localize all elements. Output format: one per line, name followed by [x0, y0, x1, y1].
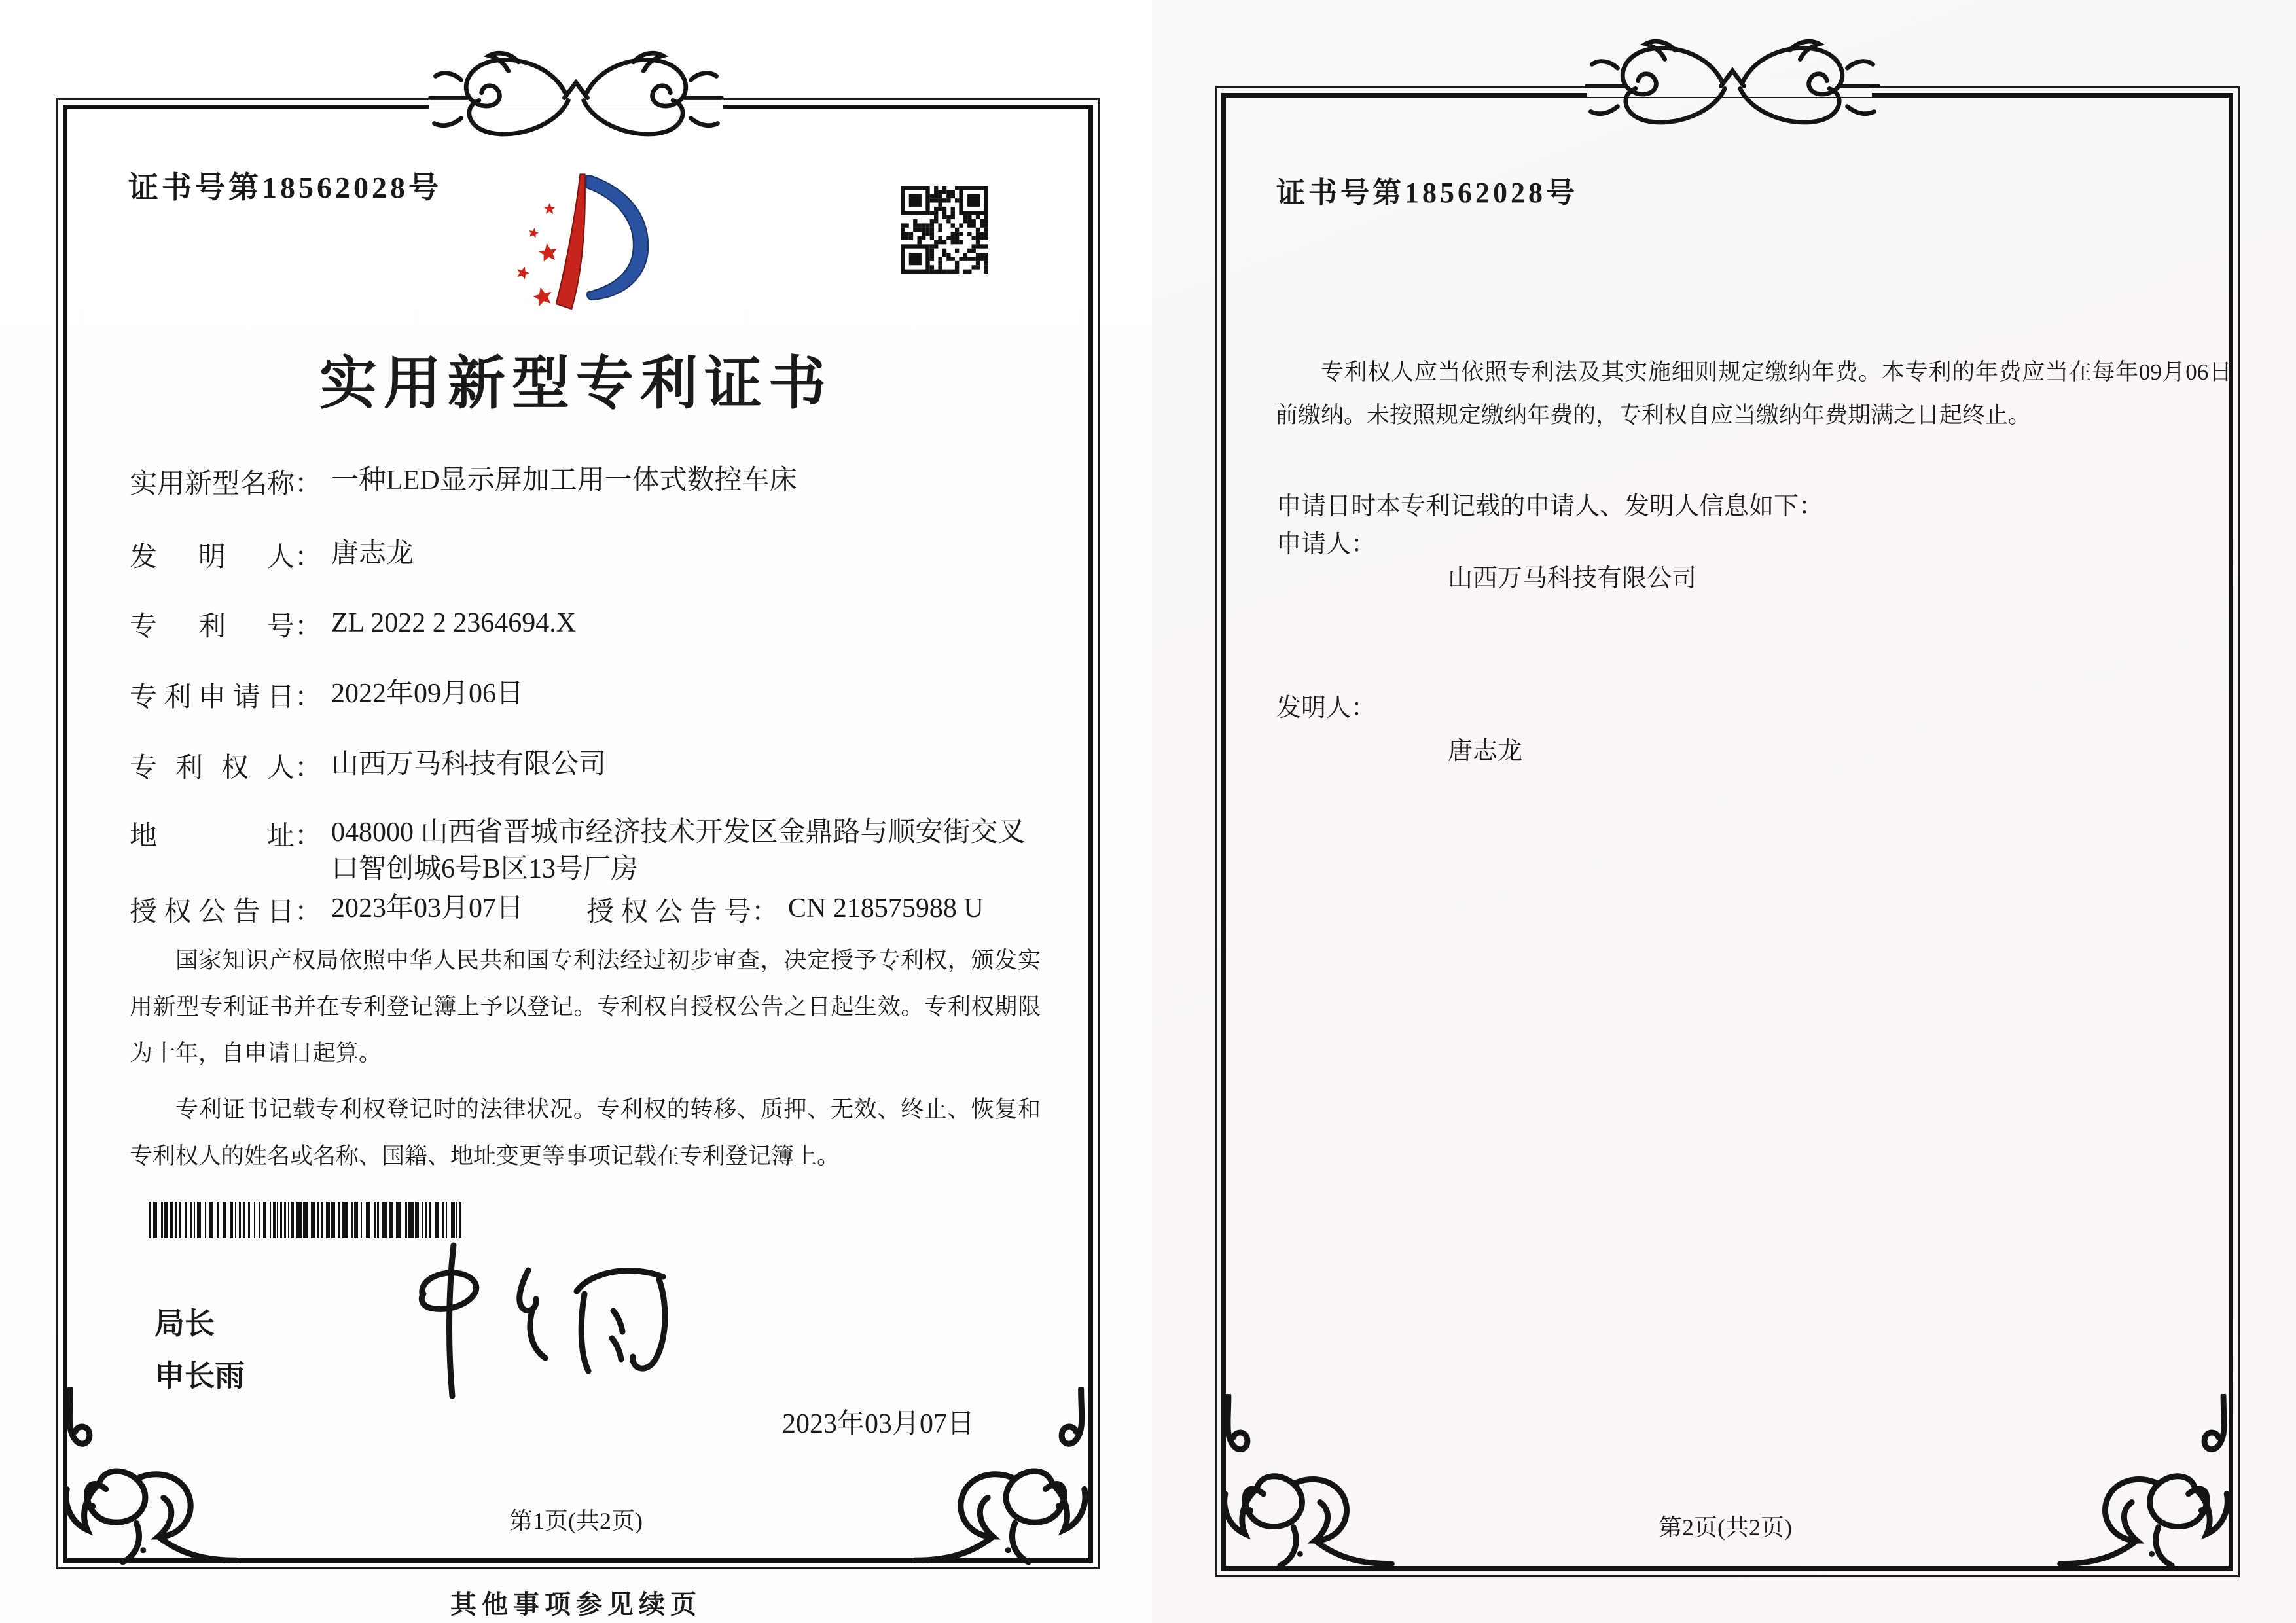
field-value: ZL 2022 2 2364694.X — [331, 608, 577, 638]
field-label: 专利申请日 — [130, 683, 295, 713]
field-colon: ： — [295, 683, 323, 713]
page1-top-flourish-ornament — [422, 34, 730, 162]
field-colon: ： — [295, 897, 323, 927]
page2-page-number: 第2页(共2页) — [1659, 1514, 1792, 1541]
field-row-patent-no — [130, 605, 576, 644]
field-row-name — [130, 462, 797, 501]
cnipa-logo-icon — [492, 171, 672, 325]
field-row-patentee — [130, 746, 606, 785]
legal-status-paragraph: 专利证书记载专利权登记时的法律状况。专利权的转移、质押、无效、终止、恢复和专利权人的姓名或名称、国籍、地址变更等事项记载在专利登记簿上。 — [130, 1097, 1041, 1169]
qr-code — [901, 186, 988, 274]
certificate-number: 证书号第18562028号 — [1276, 177, 1578, 209]
field-colon: ： — [751, 897, 780, 927]
field-label: 授权公告日 — [130, 897, 295, 927]
inventor-value: 唐志龙 — [1448, 738, 1523, 765]
applicant-value: 山西万马科技有限公司 — [1448, 565, 1697, 592]
applicant-info-intro: 申请日时本专利记载的申请人、发明人信息如下： — [1276, 493, 1824, 520]
field-colon: ： — [295, 469, 323, 499]
grant-statement-paragraph: 国家知识产权局依照中华人民共和国专利法经过初步审查，决定授予专利权，颁发实用新型专利证书并在专利登记簿上予以登记。专利权自授权公告之日起生效。专利权期限为十年，自申请日起算。 — [130, 948, 1041, 1066]
field-label: 专利号 — [130, 612, 295, 642]
field-value: 山西万马科技有限公司 — [331, 749, 607, 779]
director-label: 局长 — [154, 1306, 215, 1340]
field-label: 实用新型名称 — [130, 469, 295, 499]
field-row-address — [130, 814, 1041, 887]
page1-page-number: 第1页(共2页) — [509, 1508, 643, 1534]
page2-border-frame — [1215, 86, 2240, 1577]
page2-top-flourish-ornament — [1579, 22, 1886, 150]
annual-fee-paragraph: 专利权人应当依照专利法及其实施细则规定缴纳年费。本专利的年费应当在每年09月06日前缴纳。未按照规定缴纳年费的，专利权自应当缴纳年费期满之日起终止。 — [1275, 359, 2232, 428]
field-label: 授权公告号 — [586, 897, 752, 927]
applicant-label: 申请人： — [1276, 531, 1376, 558]
field-colon: ： — [295, 753, 323, 783]
inventor-label: 发明人： — [1276, 694, 1376, 722]
field-row-inventor — [130, 535, 414, 575]
field-value: CN 218575988 U — [788, 893, 984, 923]
field-colon: ： — [295, 612, 323, 642]
issue-date: 2023年03月07日 — [782, 1409, 975, 1439]
certificate-number: 证书号第18562028号 — [128, 171, 442, 204]
field-label: 专利权人 — [130, 753, 295, 783]
field-value: 048000 山西省晋城市经济技术开发区金鼎路与顺安街交叉口智创城6号B区13号厂房 — [331, 817, 1026, 884]
director-signature — [376, 1234, 717, 1404]
field-value: 一种LED显示屏加工用一体式数控车床 — [331, 465, 797, 495]
field-value: 2022年09月06日 — [331, 679, 524, 709]
field-row-filing-date — [130, 675, 524, 715]
field-label: 发明人 — [130, 543, 295, 573]
page2-corner-ornament-bottom-left — [1213, 1394, 1397, 1577]
page2-corner-ornament-bottom-right — [2055, 1394, 2238, 1577]
field-row-grant — [130, 890, 984, 929]
field-value: 2023年03月07日 — [331, 893, 524, 923]
page1-footer-note: 其他事项参见续页 — [450, 1590, 702, 1619]
page1-corner-ornament-bottom-left — [55, 1387, 242, 1574]
field-colon: ： — [295, 543, 323, 573]
field-colon: ： — [295, 821, 323, 851]
director-name: 申长雨 — [154, 1359, 245, 1393]
field-label: 地址 — [130, 821, 295, 851]
certificate-title: 实用新型专利证书 — [319, 353, 833, 416]
barcode — [149, 1202, 465, 1238]
field-value: 唐志龙 — [331, 539, 414, 569]
